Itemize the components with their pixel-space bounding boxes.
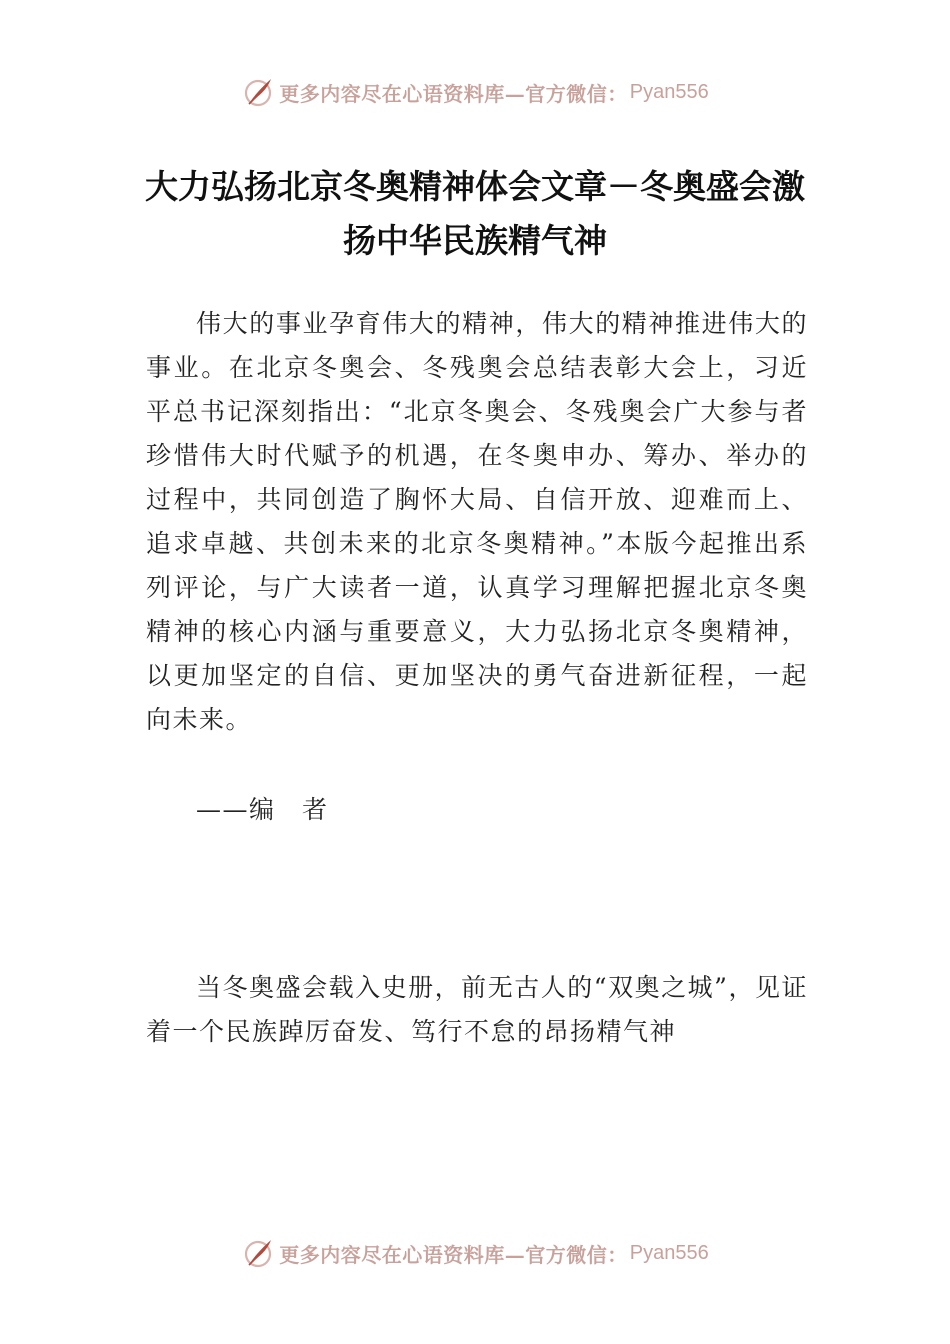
footer-banner-text: 更多内容尽在心语资料库 (279, 1242, 505, 1267)
editor-signature: ——编 者 (196, 795, 329, 824)
header-banner-text: 更多内容尽在心语资料库 (279, 81, 505, 106)
footer-banner-separator: —官方微信： (504, 1242, 628, 1267)
header-banner-separator: —官方微信： (504, 81, 628, 106)
header-wechat-id: Pyan556 (629, 80, 709, 103)
quill-pen-logo-icon (241, 1236, 275, 1270)
quill-pen-logo-icon (241, 75, 275, 109)
footer-wechat-id: Pyan556 (629, 1241, 709, 1264)
intro-paragraph: 伟大的事业孕育伟大的精神，伟大的精神推进伟大的事业。在北京冬奥会、冬残奥会总结表彰大会上，习近平总书记深刻指出：“北京冬奥会、冬残奥会广大参与者珍惜伟大时代赋予的机遇，在冬奥申办、筹办、举办的过程中，共同创造了胸怀大局、自信开放、迎难而上、追求卓越、共创未来的北京冬奥精神。”本版今起推出系列评论，与广大读者一道，认真学习理解把握北京冬奥精神的核心内涵与重要意义，大力弘扬北京冬奥精神，以更加坚定的自信、更加坚决的勇气奋进新征程，一起向未来。 (146, 309, 808, 734)
footer-watermark-banner (0, 1233, 950, 1273)
section-lead-paragraph: 当冬奥盛会载入史册，前无古人的“双奥之城”，见证着一个民族踔厉奋发、笃行不怠的昂扬精气神 (146, 973, 808, 1046)
document-title: 大力弘扬北京冬奥精神体会文章－冬奥盛会激扬中华民族精气神 (145, 167, 805, 260)
header-watermark-banner (0, 72, 950, 112)
